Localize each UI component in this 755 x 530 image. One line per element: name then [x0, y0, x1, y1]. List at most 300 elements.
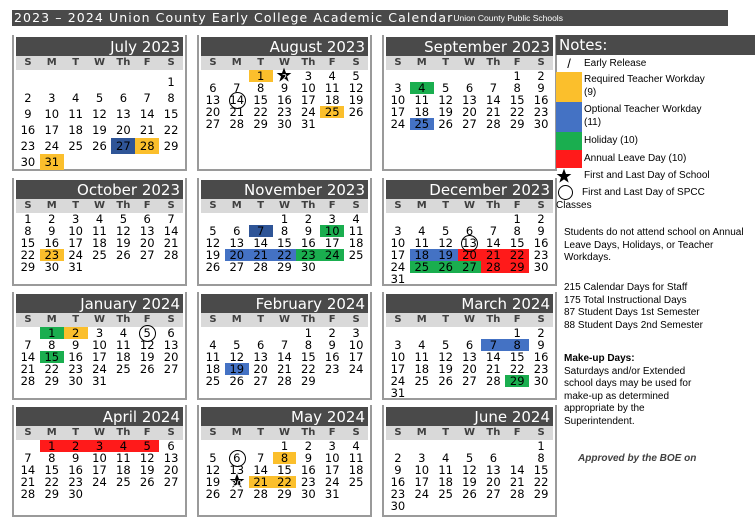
- weekday-label: M: [416, 314, 427, 325]
- month-november-2023: [197, 178, 372, 286]
- day-number: 9: [280, 81, 289, 95]
- day-number: 25: [92, 248, 107, 262]
- day-cell: [64, 90, 88, 106]
- day-number: 25: [414, 260, 430, 274]
- day-number: 24: [390, 260, 406, 274]
- weekday-label: Th: [486, 314, 501, 325]
- day-number: 12: [116, 224, 131, 238]
- weekday-label: T: [257, 57, 265, 68]
- month-title: February 2024: [201, 294, 368, 313]
- day-number: 16: [324, 350, 340, 364]
- day-number: 28: [20, 487, 36, 501]
- day-number: 3: [71, 212, 80, 226]
- weekday-label: M: [46, 57, 57, 68]
- day-number: 23: [390, 487, 406, 501]
- day-number: 22: [533, 475, 549, 489]
- empty-cell: [344, 118, 368, 130]
- month-title: July 2023: [16, 37, 183, 56]
- month-title: May 2024: [201, 407, 368, 426]
- stat-instructional-days: 175 Total Instructional Days: [564, 294, 687, 306]
- weekday-label: F: [328, 314, 336, 325]
- day-number: 3: [95, 326, 104, 340]
- day-grid: [16, 327, 183, 387]
- weekday-label: Th: [486, 427, 501, 438]
- day-cell: [64, 122, 88, 138]
- day-number: 10: [414, 463, 430, 477]
- weekday-label: F: [143, 314, 151, 325]
- day-grid: [201, 213, 368, 273]
- month-march-2024: [382, 292, 557, 400]
- day-number: 21: [509, 475, 525, 489]
- empty-cell: [159, 375, 183, 387]
- month-title: August 2023: [201, 37, 368, 56]
- day-number: 17: [301, 93, 316, 107]
- day-number: 10: [324, 224, 340, 238]
- empty-cell: [16, 74, 40, 90]
- day-cell: [410, 375, 434, 387]
- day-number: 21: [163, 236, 179, 250]
- day-number: 23: [533, 362, 549, 376]
- day-number: 28: [277, 374, 292, 388]
- day-number: 5: [119, 212, 128, 226]
- empty-cell: [434, 273, 458, 285]
- day-number: 21: [20, 475, 36, 489]
- day-number: 9: [71, 451, 80, 465]
- day-cell: [386, 118, 410, 130]
- day-number: 28: [486, 260, 501, 274]
- weekday-label: F: [143, 427, 151, 438]
- day-number: 15: [509, 236, 525, 250]
- day-number: 18: [205, 362, 221, 376]
- day-number: 26: [139, 475, 155, 489]
- day-number: 30: [68, 487, 83, 501]
- weekday-header: [201, 426, 368, 440]
- day-number: 24: [301, 105, 316, 119]
- day-number: 28: [509, 487, 525, 501]
- day-number: 16: [277, 93, 292, 107]
- legend-optional-workday: [556, 102, 706, 132]
- day-number: 6: [233, 224, 241, 238]
- day-number: 7: [24, 338, 32, 352]
- day-number: 22: [509, 248, 525, 262]
- day-number: 3: [352, 326, 360, 340]
- day-number: 25: [116, 362, 131, 376]
- day-number: 13: [229, 236, 245, 250]
- day-cell: [64, 488, 88, 500]
- day-cell: [225, 464, 249, 476]
- day-cell: [16, 154, 40, 170]
- day-number: 19: [205, 475, 221, 489]
- day-number: 11: [205, 350, 221, 364]
- day-number: 5: [465, 451, 474, 465]
- day-number: 16: [68, 350, 83, 364]
- day-number: 6: [167, 326, 175, 340]
- day-number: 8: [513, 338, 521, 352]
- day-number: 14: [486, 350, 501, 364]
- weekday-label: S: [167, 200, 175, 211]
- day-number: 29: [44, 374, 60, 388]
- empty-cell: [434, 500, 458, 512]
- day-number: 27: [205, 117, 221, 131]
- day-cell: [320, 106, 344, 118]
- weekday-label: S: [24, 57, 32, 68]
- weekday-label: S: [394, 314, 402, 325]
- day-number: 16: [44, 236, 60, 250]
- day-number: 13: [462, 236, 477, 250]
- weekday-label: S: [537, 314, 545, 325]
- day-number: 11: [92, 224, 107, 238]
- day-number: 31: [68, 260, 83, 274]
- day-number: 2: [48, 212, 56, 226]
- day-number: 15: [301, 350, 316, 364]
- day-number: 8: [48, 338, 56, 352]
- day-number: 12: [348, 81, 364, 95]
- day-number: 23: [20, 139, 36, 153]
- day-number: 13: [229, 463, 245, 477]
- day-number: 27: [116, 139, 131, 153]
- day-number: 26: [116, 248, 131, 262]
- day-cell: [16, 488, 40, 500]
- day-number: 8: [513, 81, 521, 95]
- day-number: 17: [324, 236, 340, 250]
- day-number: 21: [486, 105, 501, 119]
- day-cell: [40, 138, 64, 154]
- day-number: 1: [280, 212, 289, 226]
- day-number: 19: [438, 105, 453, 119]
- day-number: 6: [465, 81, 474, 95]
- legend-label: Required Teacher Workday (9): [584, 74, 705, 98]
- day-number: 17: [44, 123, 60, 137]
- day-number: 9: [537, 338, 545, 352]
- day-number: 7: [280, 338, 289, 352]
- weekday-label: S: [167, 314, 175, 325]
- empty-cell: [135, 375, 159, 387]
- day-cell: [111, 122, 135, 138]
- legend-first-last-spcc: [556, 186, 706, 212]
- day-cell: [40, 261, 64, 273]
- weekday-label: T: [442, 57, 450, 68]
- day-number: 20: [462, 362, 477, 376]
- weekday-label: S: [167, 57, 175, 68]
- empty-cell: [135, 261, 159, 273]
- day-number: 27: [139, 248, 155, 262]
- day-number: 15: [277, 236, 292, 250]
- day-number: 20: [253, 362, 268, 376]
- day-number: 17: [68, 236, 83, 250]
- weekday-label: F: [513, 314, 521, 325]
- day-number: 2: [71, 439, 80, 453]
- makeup-title: Make-up Days:: [564, 353, 635, 364]
- day-number: 18: [414, 105, 430, 119]
- weekday-label: W: [278, 314, 290, 325]
- day-number: 13: [205, 93, 221, 107]
- empty-cell: [320, 118, 344, 130]
- day-cell: [273, 118, 297, 130]
- day-number: 14: [229, 93, 245, 107]
- day-number: 27: [163, 475, 179, 489]
- empty-cell: [64, 154, 88, 170]
- empty-cell: [111, 375, 135, 387]
- day-cell: [159, 138, 183, 154]
- day-cell: [386, 387, 410, 399]
- day-cell: [225, 118, 249, 130]
- day-number: 20: [229, 248, 245, 262]
- month-title: April 2024: [16, 407, 183, 426]
- day-number: 3: [304, 69, 313, 83]
- weekday-label: Th: [301, 200, 316, 211]
- weekday-label: M: [416, 57, 427, 68]
- day-number: 7: [233, 81, 241, 95]
- day-number: 12: [462, 463, 477, 477]
- day-number: 31: [44, 155, 60, 169]
- day-number: 11: [414, 350, 430, 364]
- day-cell: [296, 375, 320, 387]
- day-number: 22: [163, 123, 179, 137]
- day-number: 9: [537, 81, 545, 95]
- empty-cell: [40, 74, 64, 90]
- empty-cell: [529, 387, 553, 399]
- day-number: 7: [489, 224, 498, 238]
- day-number: 30: [533, 260, 549, 274]
- day-cell: [344, 476, 368, 488]
- day-cell: [111, 90, 135, 106]
- day-number: 10: [324, 451, 340, 465]
- weekday-label: M: [46, 200, 57, 211]
- stat-semester2: 88 Student Days 2nd Semester: [564, 319, 703, 331]
- day-number: 5: [441, 338, 450, 352]
- day-number: 24: [92, 475, 107, 489]
- day-number: 1: [513, 212, 521, 226]
- day-number: 14: [253, 236, 268, 250]
- makeup-section: [564, 353, 714, 428]
- day-number: 1: [24, 212, 32, 226]
- day-number: 29: [509, 260, 525, 274]
- empty-cell: [320, 375, 344, 387]
- day-number: 4: [328, 69, 336, 83]
- slash-symbol: /: [567, 56, 571, 71]
- month-title: October 2023: [16, 180, 183, 199]
- day-cell: [505, 375, 529, 387]
- day-number: 11: [348, 451, 364, 465]
- weekday-header: [16, 199, 183, 213]
- day-cell: [40, 106, 64, 122]
- day-number: 14: [139, 107, 155, 121]
- day-cell: [111, 138, 135, 154]
- day-number: 9: [48, 224, 56, 238]
- legend-label: First and Last Day of School: [584, 170, 710, 181]
- day-number: 14: [509, 463, 525, 477]
- weekday-header: [201, 199, 368, 213]
- day-number: 17: [92, 350, 107, 364]
- day-number: 11: [324, 81, 340, 95]
- notes-panel: [556, 35, 755, 515]
- day-cell: [529, 261, 553, 273]
- empty-cell: [410, 500, 434, 512]
- day-number: 2: [304, 212, 313, 226]
- empty-cell: [505, 500, 529, 512]
- weekday-label: W: [93, 314, 105, 325]
- weekday-label: S: [209, 427, 217, 438]
- day-grid: [201, 327, 368, 387]
- day-cell: [201, 118, 225, 130]
- day-number: 31: [301, 117, 316, 131]
- day-cell: [64, 261, 88, 273]
- day-cell: [88, 249, 112, 261]
- day-cell: [386, 273, 410, 285]
- day-number: 13: [253, 350, 268, 364]
- day-number: 25: [348, 248, 364, 262]
- day-number: 4: [418, 224, 426, 238]
- day-number: 26: [92, 139, 107, 153]
- day-number: 24: [324, 475, 340, 489]
- day-number: 30: [533, 374, 549, 388]
- day-number: 27: [229, 260, 245, 274]
- day-number: 19: [438, 362, 453, 376]
- day-number: 21: [139, 123, 155, 137]
- day-cell: [481, 118, 505, 130]
- weekday-label: S: [352, 314, 360, 325]
- weekday-label: W: [463, 57, 475, 68]
- weekday-label: Th: [116, 200, 131, 211]
- day-cell: [135, 90, 159, 106]
- day-number: 22: [253, 105, 268, 119]
- weekday-header: [16, 426, 183, 440]
- day-number: 22: [44, 362, 60, 376]
- day-number: 9: [394, 463, 402, 477]
- approved-note: Approved by the BOE on: [578, 453, 697, 464]
- day-number: 15: [20, 236, 36, 250]
- weekday-header: [386, 199, 553, 213]
- day-number: 22: [509, 105, 525, 119]
- empty-cell: [505, 273, 529, 285]
- weekday-label: T: [72, 57, 80, 68]
- empty-cell: [529, 273, 553, 285]
- day-number: 15: [44, 350, 60, 364]
- weekday-label: Th: [116, 314, 131, 325]
- weekday-label: M: [231, 314, 242, 325]
- weekday-label: M: [231, 427, 242, 438]
- day-cell: [64, 375, 88, 387]
- day-number: 9: [537, 224, 545, 238]
- day-number: 10: [92, 338, 107, 352]
- day-grid: [386, 327, 553, 399]
- day-number: 19: [139, 463, 155, 477]
- day-number: 15: [163, 107, 179, 121]
- month-title: January 2024: [16, 294, 183, 313]
- day-cell: [458, 488, 482, 500]
- day-number: 25: [414, 117, 430, 131]
- month-september-2023: [382, 35, 557, 171]
- day-cell: [16, 375, 40, 387]
- month-may-2024: [197, 405, 372, 517]
- weekday-label: Th: [116, 57, 131, 68]
- day-cell: [505, 118, 529, 130]
- day-number: 10: [68, 224, 83, 238]
- empty-cell: [111, 488, 135, 500]
- day-number: 25: [324, 105, 340, 119]
- day-number: 29: [163, 139, 179, 153]
- day-number: 7: [489, 81, 498, 95]
- day-number: 18: [92, 236, 107, 250]
- empty-cell: [344, 375, 368, 387]
- day-number: 15: [509, 93, 525, 107]
- day-number: 23: [301, 475, 316, 489]
- day-number: 2: [24, 91, 32, 105]
- day-number: 2: [304, 439, 313, 453]
- day-number: 25: [348, 475, 364, 489]
- day-number: 16: [533, 236, 549, 250]
- day-number: 7: [167, 212, 175, 226]
- day-cell: [434, 118, 458, 130]
- day-number: 11: [68, 107, 83, 121]
- day-number: 20: [231, 479, 242, 488]
- day-cell: [505, 488, 529, 500]
- weekday-label: W: [463, 314, 475, 325]
- day-number: 11: [116, 451, 131, 465]
- day-number: 13: [163, 338, 179, 352]
- day-number: 28: [229, 117, 245, 131]
- stat-staff-days: 215 Calendar Days for Staff: [564, 282, 688, 293]
- month-title: December 2023: [386, 180, 553, 199]
- day-number: 10: [301, 81, 316, 95]
- day-cell: [40, 90, 64, 106]
- empty-cell: [320, 261, 344, 273]
- day-number: 19: [116, 236, 131, 250]
- day-number: 13: [163, 451, 179, 465]
- weekday-label: M: [416, 200, 427, 211]
- day-number: 16: [301, 463, 316, 477]
- empty-cell: [88, 488, 112, 500]
- day-number: 27: [253, 374, 268, 388]
- day-number: 26: [462, 487, 477, 501]
- day-number: 12: [205, 236, 221, 250]
- day-cell: [16, 261, 40, 273]
- legend-label: Early Release: [584, 58, 647, 69]
- swatch-green: [556, 132, 582, 150]
- day-cell: [529, 488, 553, 500]
- day-cell: [434, 488, 458, 500]
- empty-cell: [159, 154, 183, 170]
- day-number: 22: [277, 248, 292, 262]
- day-number: 31: [92, 374, 107, 388]
- day-cell: [344, 363, 368, 375]
- day-grid: [201, 70, 368, 130]
- day-number: 16: [390, 475, 406, 489]
- day-cell: [249, 261, 273, 273]
- day-cell: [88, 375, 112, 387]
- day-number: 21: [277, 362, 292, 376]
- weekday-label: Th: [301, 427, 316, 438]
- day-cell: [296, 261, 320, 273]
- day-number: 15: [253, 93, 268, 107]
- day-number: 24: [390, 374, 406, 388]
- day-cell: [344, 106, 368, 118]
- month-april-2024: [12, 405, 187, 517]
- weekday-label: T: [257, 427, 265, 438]
- day-cell: [40, 488, 64, 500]
- legend-holiday: [556, 132, 755, 150]
- month-december-2023: [382, 178, 557, 286]
- day-number: 14: [20, 350, 36, 364]
- day-number: 21: [253, 248, 268, 262]
- weekday-label: Th: [301, 57, 316, 68]
- day-number: 22: [44, 475, 60, 489]
- day-number: 14: [20, 463, 36, 477]
- day-number: 28: [253, 260, 268, 274]
- day-cell: [481, 261, 505, 273]
- day-number: 17: [390, 362, 406, 376]
- day-cell: [111, 249, 135, 261]
